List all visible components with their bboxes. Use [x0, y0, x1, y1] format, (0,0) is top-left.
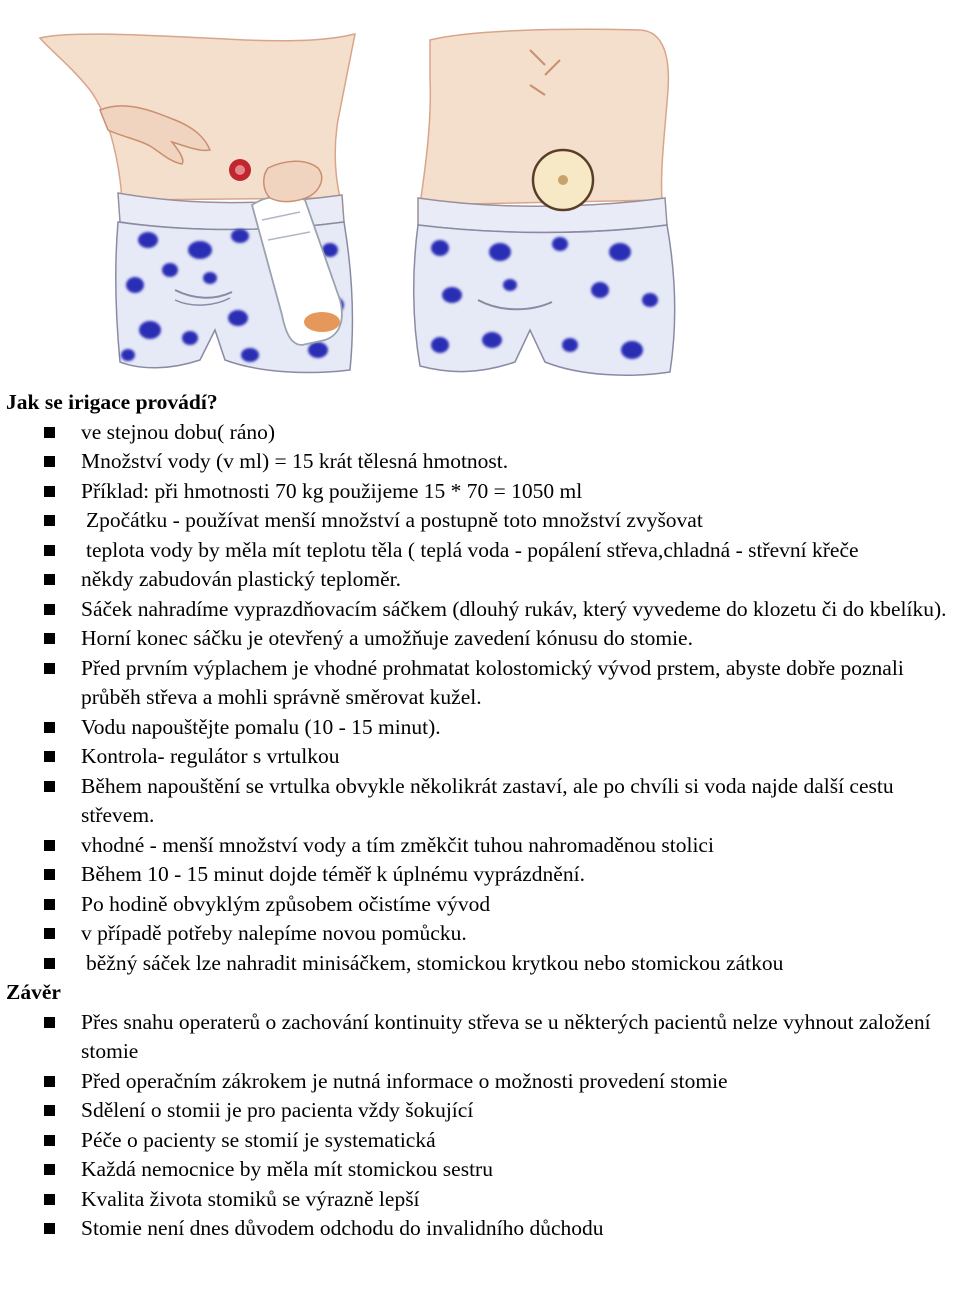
list-item: teplota vody by měla mít teplotu těla ( teplá voda - popálení střeva,chladná - střevní křeče [0, 536, 960, 566]
list-item: Příklad: při hmotnosti 70 kg použijeme 15 * 70 = 1050 ml [0, 477, 960, 507]
bullet-icon [44, 604, 55, 615]
list-item: Množství vody (v ml) = 15 krát tělesná hmotnost. [0, 447, 960, 477]
list-item: Přes snahu operaterů o zachování kontinuity střeva se u některých pacientů nelze vyhnout založení stomie [0, 1008, 960, 1067]
bullet-icon [44, 515, 55, 526]
list-item: Před prvním výplachem je vhodné prohmatat kolostomický vývod prstem, abyste dobře poznali průběh střeva a mohli správně směrovat kužel. [0, 654, 960, 713]
bullet-icon [44, 751, 55, 762]
list-item: Kvalita života stomiků se výrazně lepší [0, 1185, 960, 1215]
list-item: běžný sáček lze nahradit minisáčkem, stomickou krytkou nebo stomickou zátkou [0, 949, 960, 979]
list-item: Před operačním zákrokem je nutná informace o možnosti provedení stomie [0, 1067, 960, 1097]
list-item: Po hodině obvyklým způsobem očistíme vývod [0, 890, 960, 920]
list-item: Kontrola- regulátor s vrtulkou [0, 742, 960, 772]
bullet-icon [44, 486, 55, 497]
bullet-icon [44, 1223, 55, 1234]
bullet-icon [44, 545, 55, 556]
document-body [0, 388, 960, 1244]
list-item: Sdělení o stomii je pro pacienta vždy šokující [0, 1096, 960, 1126]
bullet-icon [44, 899, 55, 910]
bullet-icon [44, 722, 55, 733]
list-item: vhodné - menší množství vody a tím změkčit tuhou nahromaděnou stolici [0, 831, 960, 861]
list-item: Péče o pacienty se stomií je systematická [0, 1126, 960, 1156]
section-heading-irrigation: Jak se irigace provádí? [6, 390, 218, 414]
bullet-icon [44, 427, 55, 438]
bullet-icon [44, 663, 55, 674]
bullet-icon [44, 1017, 55, 1028]
bullet-icon [44, 928, 55, 939]
stoma-illustration-svg [0, 0, 960, 392]
list-item: Horní konec sáčku je otevřený a umožňuje zavedení kónusu do stomie. [0, 624, 960, 654]
bullet-icon [44, 1164, 55, 1175]
list-item: Během napouštění se vrtulka obvykle několikrát zastaví, ale po chvíli si voda najde další cestu střevem. [0, 772, 960, 831]
bullet-icon [44, 1076, 55, 1087]
bullet-icon [44, 456, 55, 467]
bullet-icon [44, 840, 55, 851]
list-item: ve stejnou dobu( ráno) [0, 418, 960, 448]
list-item: Stomie není dnes důvodem odchodu do invalidního důchodu [0, 1214, 960, 1244]
list-item: v případě potřeby nalepíme novou pomůcku. [0, 919, 960, 949]
bullet-icon [44, 958, 55, 969]
list-item: Během 10 - 15 minut dojde téměř k úplnému vyprázdnění. [0, 860, 960, 890]
list-item: Zpočátku - používat menší množství a postupně toto množství zvyšovat [0, 506, 960, 536]
list-item: Sáček nahradíme vyprazdňovacím sáčkem (dlouhý rukáv, který vyvedeme do klozetu či do kbelíku). [0, 595, 960, 625]
bullet-icon [44, 574, 55, 585]
bullet-icon [44, 633, 55, 644]
stoma-illustration [0, 0, 960, 392]
bullet-icon [44, 1135, 55, 1146]
section-heading-conclusion: Závěr [6, 980, 61, 1004]
list-item: Každá nemocnice by měla mít stomickou sestru [0, 1155, 960, 1185]
list-item: Vodu napouštějte pomalu (10 - 15 minut). [0, 713, 960, 743]
right-figure [414, 29, 675, 375]
bullet-icon [44, 1105, 55, 1116]
stool-in-sleeve [304, 312, 340, 332]
left-figure [40, 34, 355, 373]
irrigation-steps-list [0, 418, 960, 979]
bullet-icon [44, 1194, 55, 1205]
conclusion-list [0, 1008, 960, 1244]
bullet-icon [44, 781, 55, 792]
list-item: někdy zabudován plastický teploměr. [0, 565, 960, 595]
bullet-icon [44, 869, 55, 880]
